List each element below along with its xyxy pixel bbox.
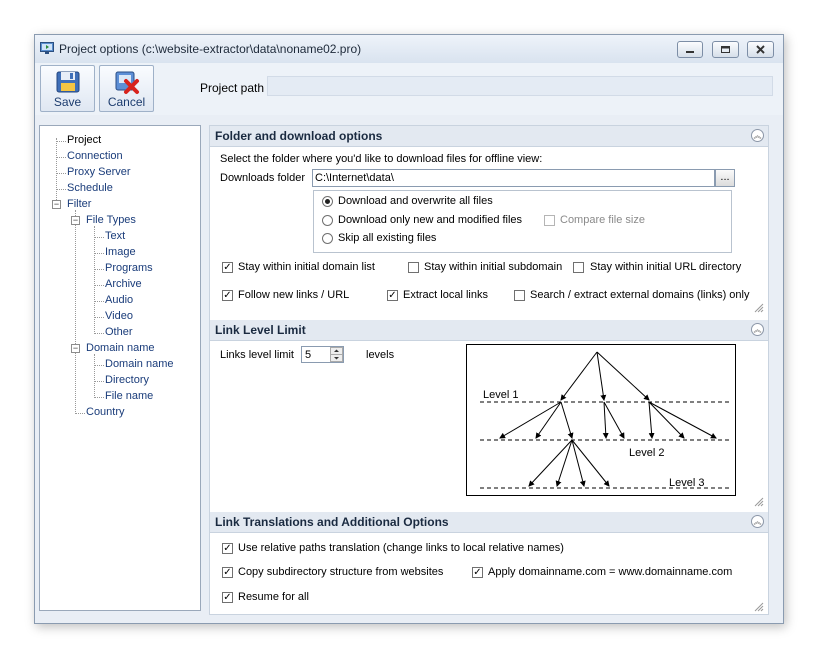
compare-file-size-checkbox[interactable] [544, 215, 555, 226]
link-level-diagram [466, 344, 736, 496]
tree-item-connection[interactable]: Connection [67, 150, 123, 162]
collapse-up-icon[interactable]: ︽ [751, 129, 764, 142]
radio-overwrite-label[interactable]: Download and overwrite all files [338, 195, 493, 207]
translations-section-header[interactable] [210, 512, 768, 533]
tree-item-audio[interactable]: Audio [105, 294, 134, 306]
relative-paths-label[interactable]: Use relative paths translation (change links to local relative names) [238, 542, 564, 554]
browse-button[interactable]: ... [715, 169, 735, 187]
tree-item-video[interactable]: Video [105, 310, 133, 322]
compare-file-size-label[interactable]: Compare file size [560, 214, 645, 226]
tree-item-country[interactable]: Country [86, 406, 125, 418]
tree-line [94, 333, 104, 334]
folder-section-header[interactable] [210, 126, 768, 147]
follow-new-links-checkbox[interactable]: ✓ [223, 290, 232, 301]
tree-line [56, 189, 66, 190]
tree-item-programs[interactable]: Programs [105, 262, 153, 274]
tree-line [75, 210, 76, 412]
app-icon [40, 42, 54, 55]
close-button[interactable] [747, 41, 774, 58]
domain-name-collapse-icon[interactable]: − [72, 343, 79, 353]
tree-item-proxy-server[interactable]: Proxy Server [67, 166, 131, 178]
minimize-button[interactable] [677, 41, 703, 58]
diagram-level-2-label: Level 2 [629, 447, 665, 459]
tree-item-filter[interactable]: Filter [67, 198, 92, 210]
folder-section-title: Folder and download options [215, 129, 383, 143]
tree-line [94, 317, 104, 318]
copy-subdirectory-checkbox[interactable]: ✓ [223, 567, 232, 578]
cancel-label: Cancel [107, 95, 146, 109]
tree-line [75, 413, 85, 414]
options-tree [39, 125, 201, 611]
radio-new-modified[interactable] [322, 215, 333, 226]
stay-url-directory-label[interactable]: Stay within initial URL directory [590, 261, 742, 273]
tree-item-directory[interactable]: Directory [105, 374, 150, 386]
file-types-collapse-icon[interactable]: − [72, 215, 79, 225]
levels-suffix: levels [366, 349, 395, 361]
resume-for-all-label[interactable]: Resume for all [238, 591, 309, 603]
downloads-folder-input[interactable] [312, 169, 715, 187]
spin-arrows-icon[interactable] [330, 347, 343, 362]
project-path-field[interactable] [267, 76, 773, 96]
relative-paths-checkbox[interactable]: ✓ [223, 543, 232, 554]
minimize-icon [678, 42, 702, 57]
tree-line [56, 157, 66, 158]
tree-item-file-name[interactable]: File name [105, 390, 154, 402]
translations-section-title: Link Translations and Additional Options [215, 515, 449, 529]
resize-grip-icon[interactable] [754, 602, 764, 612]
title-bar[interactable] [35, 35, 783, 63]
tree-item-archive[interactable]: Archive [105, 278, 142, 290]
stay-url-directory-checkbox[interactable] [573, 262, 584, 273]
links-level-limit-stepper[interactable] [301, 346, 344, 363]
diagram-level-3-label: Level 3 [669, 477, 705, 489]
search-external-label[interactable]: Search / extract external domains (links) only [530, 289, 750, 301]
tree-item-schedule[interactable]: Schedule [67, 182, 113, 194]
project-path-label: Project path [200, 81, 265, 95]
copy-subdirectory-label[interactable]: Copy subdirectory structure from websites [238, 566, 444, 578]
resume-for-all-checkbox[interactable]: ✓ [223, 592, 232, 603]
radio-skip-label[interactable]: Skip all existing files [338, 232, 437, 244]
radio-skip[interactable] [322, 233, 333, 244]
tree-item-domain-name[interactable]: Domain name [105, 358, 174, 370]
tree-line [94, 354, 95, 396]
downloads-folder-value: C:\Internet\data\ [315, 172, 394, 184]
tree-line [56, 141, 66, 142]
toolbar [35, 63, 783, 115]
tree-line [94, 381, 104, 382]
link-level-section-title: Link Level Limit [215, 323, 306, 337]
close-icon [748, 42, 773, 57]
options-panel [209, 125, 769, 615]
tree-line [94, 301, 104, 302]
save-icon [54, 69, 82, 95]
tree-item-other[interactable]: Other [105, 326, 133, 338]
tree-line [94, 237, 104, 238]
tree-item-project[interactable]: Project [67, 134, 102, 146]
tree-item-domain-name-group[interactable]: Domain name [86, 342, 155, 354]
search-external-checkbox[interactable] [514, 290, 525, 301]
stay-subdomain-label[interactable]: Stay within initial subdomain [424, 261, 563, 273]
stay-domain-list-checkbox[interactable]: ✓ [223, 262, 232, 273]
cancel-icon [113, 69, 141, 95]
stay-subdomain-checkbox[interactable] [408, 262, 419, 273]
cancel-button[interactable] [99, 65, 154, 112]
tree-item-image[interactable]: Image [105, 246, 136, 258]
tree-item-file-types[interactable]: File Types [86, 214, 136, 226]
collapse-up-icon[interactable]: ︽ [751, 515, 764, 528]
downloads-folder-label: Downloads folder [220, 172, 305, 184]
tree-line [94, 269, 104, 270]
tree-line [56, 173, 66, 174]
radio-new-modified-label[interactable]: Download only new and modified files [338, 214, 523, 226]
resize-grip-icon[interactable] [754, 303, 764, 313]
link-level-section-header[interactable] [210, 320, 768, 341]
follow-new-links-label[interactable]: Follow new links / URL [238, 289, 350, 301]
apply-domainname-checkbox[interactable]: ✓ [473, 567, 482, 578]
tree-line [94, 253, 104, 254]
extract-local-links-label[interactable]: Extract local links [403, 289, 488, 301]
folder-instruction: Select the folder where you'd like to download files for offline view: [220, 153, 543, 165]
radio-overwrite[interactable] [322, 196, 333, 207]
project-options-window [34, 34, 784, 624]
save-label: Save [53, 95, 82, 109]
tree-line [94, 397, 104, 398]
window-title: Project options (c:\website-extractor\data\noname02.pro) [59, 42, 362, 56]
stay-domain-list-label[interactable]: Stay within initial domain list [238, 261, 375, 273]
links-level-limit-label: Links level limit [220, 349, 294, 361]
collapse-up-icon[interactable]: ︽ [751, 323, 764, 336]
maximize-button[interactable] [712, 41, 739, 58]
tree-line [94, 285, 104, 286]
save-button[interactable] [40, 65, 95, 112]
tree-line [94, 365, 104, 366]
extract-local-links-checkbox[interactable]: ✓ [388, 290, 397, 301]
maximize-icon [713, 42, 738, 57]
filter-collapse-icon[interactable]: − [53, 199, 60, 209]
resize-grip-icon[interactable] [754, 497, 764, 507]
tree-item-text[interactable]: Text [105, 230, 126, 242]
diagram-level-1-label: Level 1 [483, 389, 519, 401]
links-level-limit-value: 5 [305, 349, 312, 361]
apply-domainname-label[interactable]: Apply domainname.com = www.domainname.com [488, 566, 733, 578]
